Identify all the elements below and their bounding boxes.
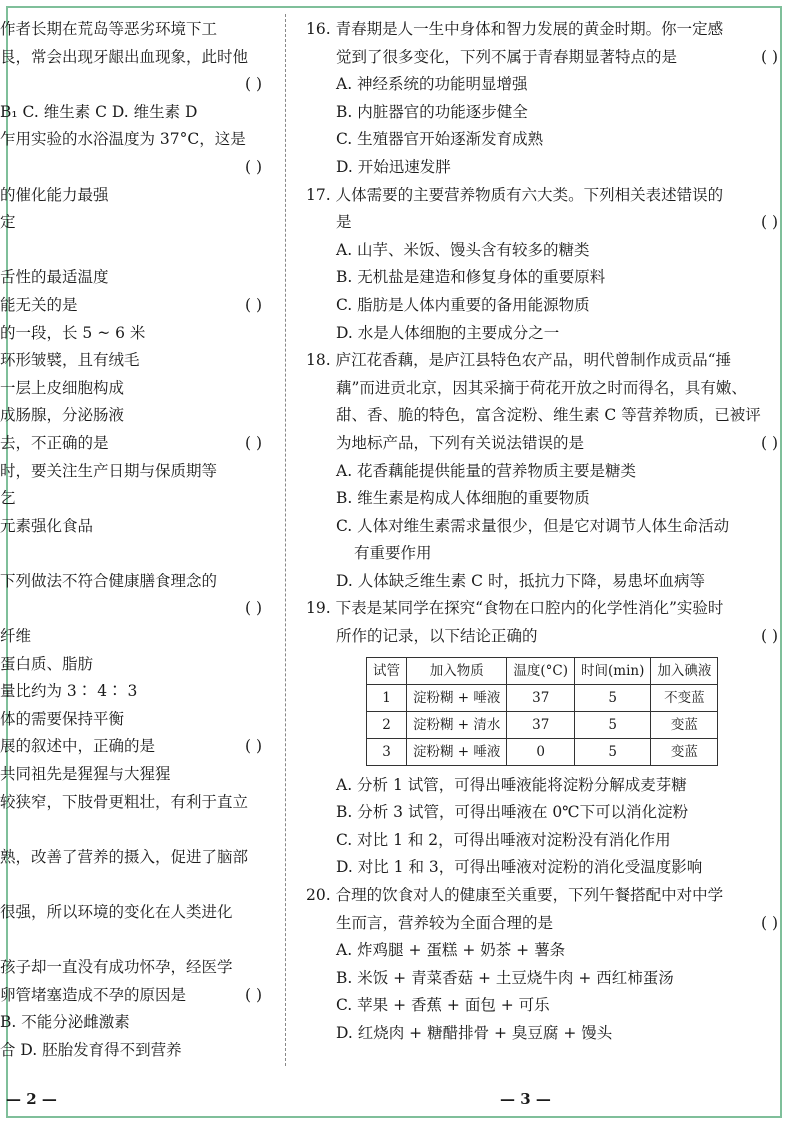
table-header-cell: 试管 [367, 657, 407, 684]
left-line [0, 540, 268, 568]
left-line-text: 环形皱襞，且有绒毛 [0, 351, 140, 370]
left-line [0, 927, 268, 955]
table-row [367, 711, 718, 738]
answer-paren[interactable]: ( ) [760, 213, 778, 232]
q17-option-b: B. 无机盐是建造和修复身体的重要原料 [336, 268, 606, 287]
answer-paren[interactable]: ( ) [760, 627, 778, 646]
q18-option-a: A. 花香藕能提供能量的营养物质主要是糖类 [336, 461, 637, 480]
q16-line-1: 16. 青春期是人一生中身体和智力发展的黄金时期。你一定感 [306, 20, 724, 38]
q19-line-2: 所作的记录，以下结论正确的 ( ) [306, 623, 784, 651]
left-line-text: 的一段，长 5 ~ 6 米 [0, 323, 146, 342]
left-line [0, 706, 268, 734]
q18-option-c: C. 人体对维生素需求量很少，但是它对调节人体生命活动 [336, 516, 730, 535]
left-line [0, 320, 268, 348]
left-line-text: B. 不能分泌雌激素 [0, 1013, 130, 1032]
left-line-text: 元素强化食品 [0, 516, 94, 535]
left-line-text: 下列做法不符合健康膳食理念的 [0, 571, 218, 590]
q18-line-1: 18. 庐江花香藕，是庐江县特色农产品，明代曾制作成贡品“捶 [306, 351, 732, 370]
left-line-text: 卵管堵塞造成不孕的原因是 [0, 985, 187, 1004]
left-line [0, 982, 268, 1010]
q19-option-d: D. 对比 1 和 3，可得出唾液对淀粉的消化受温度影响 [336, 858, 703, 877]
table-cell: 变蓝 [651, 738, 718, 765]
q20-option-a: A. 炸鸡腿 + 蛋糕 + 奶茶 + 薯条 [336, 941, 566, 960]
left-column [0, 16, 268, 1065]
left-line [0, 209, 268, 237]
left-line-text: 共同祖先是猩猩与大猩猩 [0, 765, 171, 784]
left-line-text: 定 [0, 213, 16, 232]
q20-option-c: C. 苹果 + 香蕉 + 面包 + 可乐 [336, 996, 550, 1015]
left-line [0, 623, 268, 651]
answer-paren[interactable]: ( ) [244, 985, 262, 1004]
table-cell: 淀粉糊 + 唾液 [407, 738, 507, 765]
q18-option-b: B. 维生素是构成人体细胞的重要物质 [336, 489, 590, 508]
q16-option-c: C. 生殖器官开始逐渐发育成熟 [336, 130, 544, 149]
q19-option-a: A. 分析 1 试管，可得出唾液能将淀粉分解成麦芽糖 [336, 775, 687, 794]
right-column [306, 16, 784, 1048]
table-cell: 2 [367, 711, 407, 738]
table-cell: 淀粉糊 + 唾液 [407, 684, 507, 711]
q18-option-c-cont: 有重要作用 [354, 544, 432, 563]
left-line-text: 艮，常会出现牙龈出血现象，此时他 [0, 47, 249, 66]
table-cell: 变蓝 [651, 711, 718, 738]
table-header-cell: 加入物质 [407, 657, 507, 684]
q16-option-d: D. 开始迅速发胖 [336, 157, 451, 176]
left-line [0, 182, 268, 210]
q19-line-1: 19. 下表是某同学在探究“食物在口腔内的化学性消化”实验时 [306, 599, 724, 618]
answer-paren[interactable]: ( ) [760, 433, 778, 452]
left-line-text: 很强，所以环境的变化在人类进化 [0, 903, 233, 921]
q16-line-2: 觉到了很多变化，下列不属于青春期显著特点的是 ( ) [306, 44, 784, 72]
left-line [0, 678, 268, 706]
left-line-text: 乍用实验的水浴温度为 37°C，这是 [0, 130, 246, 149]
q18-line-3: 甜、香、脆的特色，富含淀粉、维生素 C 等营养物质，已被评 [336, 406, 761, 425]
left-line [0, 44, 268, 72]
experiment-table [366, 657, 718, 766]
page-number-left: — 2 — [6, 1090, 57, 1108]
left-line [0, 264, 268, 292]
table-cell: 37 [507, 684, 575, 711]
left-line [0, 954, 268, 982]
left-line [0, 485, 268, 513]
left-line-text: 一层上皮细胞构成 [0, 378, 125, 397]
left-line [0, 871, 268, 899]
q18-option-d: D. 人体缺乏维生素 C 时，抵抗力下降，易患坏血病等 [336, 571, 705, 590]
left-line [0, 16, 268, 44]
table-cell: 5 [575, 711, 651, 738]
left-line-text: 纤维 [0, 627, 32, 646]
left-line [0, 126, 268, 154]
left-line-text: 成肠腺，分泌肠液 [0, 406, 125, 425]
left-line [0, 568, 268, 596]
table-cell: 37 [507, 711, 575, 738]
left-line-text: 蛋白质、脂肪 [0, 654, 94, 673]
left-line-text: 舌性的最适温度 [0, 268, 109, 287]
answer-paren[interactable]: ( ) [244, 433, 262, 452]
left-line-text: 去，不正确的是 [0, 433, 109, 452]
left-line-text: 熟，改善了营养的摄入，促进了脑部 [0, 847, 249, 866]
q19-option-b: B. 分析 3 试管，可得出唾液在 0℃下可以消化淀粉 [336, 803, 689, 822]
table-header-row [367, 657, 718, 684]
left-line [0, 375, 268, 403]
left-line [0, 595, 268, 623]
left-line-text: 能无关的是 [0, 295, 78, 314]
table-header-cell: 加入碘液 [651, 657, 718, 684]
left-line-text: 体的需要保持平衡 [0, 709, 125, 728]
left-line-text: 孩子却一直没有成功怀孕，经医学 [0, 958, 233, 977]
table-cell: 5 [575, 684, 651, 711]
left-line [0, 651, 268, 679]
table-cell: 淀粉糊 + 清水 [407, 711, 507, 738]
left-line [0, 1009, 268, 1037]
answer-paren[interactable]: ( ) [760, 47, 778, 66]
table-row [367, 738, 718, 765]
answer-paren[interactable]: ( ) [244, 295, 262, 314]
left-line [0, 402, 268, 430]
q20-line-1: 20. 合理的饮食对人的健康至关重要，下列午餐搭配中对中学 [306, 886, 724, 905]
column-divider [285, 14, 286, 1066]
table-cell: 3 [367, 738, 407, 765]
left-line-text: B₁ C. 维生素 C D. 维生素 D [0, 102, 198, 121]
table-cell: 5 [575, 738, 651, 765]
table-header-cell: 温度(°C) [507, 657, 575, 684]
q20-option-b: B. 米饭 + 青菜香菇 + 土豆烧牛肉 + 西红柿蛋汤 [336, 968, 674, 987]
left-line [0, 816, 268, 844]
q18-line-4: 为地标产品，下列有关说法错误的是 ( ) [306, 430, 784, 458]
page-number-right: — 3 — [500, 1090, 551, 1108]
q20-option-d: D. 红烧肉 + 糖醋排骨 + 臭豆腐 + 馒头 [336, 1024, 613, 1042]
left-line [0, 99, 268, 127]
left-line [0, 347, 268, 375]
left-line [0, 761, 268, 789]
left-line-text: 乞 [0, 489, 16, 508]
answer-paren[interactable]: ( ) [760, 913, 778, 932]
left-line [0, 789, 268, 817]
q17-option-a: A. 山芋、米饭、馒头含有较多的糖类 [336, 240, 590, 259]
left-line [0, 154, 268, 182]
left-line-text: 作者长期在荒岛等恶劣环境下工 [0, 20, 218, 38]
left-line [0, 733, 268, 761]
q16-option-b: B. 内脏器官的功能逐步健全 [336, 102, 528, 121]
left-line-text: 展的叙述中，正确的是 [0, 737, 156, 756]
q16-option-a: A. 神经系统的功能明显增强 [336, 75, 528, 94]
left-line [0, 71, 268, 99]
left-line [0, 899, 268, 927]
left-line [0, 237, 268, 265]
left-line [0, 1037, 268, 1065]
q20-line-2: 生而言，营养较为全面合理的是 ( ) [306, 910, 784, 938]
q19-option-c: C. 对比 1 和 2，可得出唾液对淀粉没有消化作用 [336, 830, 671, 849]
left-line-text: 的催化能力最强 [0, 185, 109, 204]
table-cell: 0 [507, 738, 575, 765]
table-cell: 1 [367, 684, 407, 711]
left-line-text: 量比约为 3∶ 4∶ 3 [0, 682, 138, 701]
left-line [0, 513, 268, 541]
answer-paren[interactable]: ( ) [244, 599, 262, 618]
q17-line-2: 是 ( ) [306, 209, 784, 237]
left-line [0, 458, 268, 486]
q17-option-c: C. 脂肪是人体内重要的备用能源物质 [336, 295, 590, 314]
left-line [0, 844, 268, 872]
q17-option-d: D. 水是人体细胞的主要成分之一 [336, 323, 560, 342]
left-line-text: 合 D. 胚胎发育得不到营养 [0, 1040, 182, 1059]
left-line-text: 较狭窄，下肢骨更粗壮，有利于直立 [0, 792, 249, 811]
table-row [367, 684, 718, 711]
q17-line-1: 17. 人体需要的主要营养物质有六大类。下列相关表述错误的 [306, 185, 724, 204]
answer-paren[interactable]: ( ) [244, 737, 262, 756]
answer-paren[interactable]: ( ) [244, 157, 262, 176]
left-line-text: 时，要关注生产日期与保质期等 [0, 461, 218, 480]
answer-paren[interactable]: ( ) [244, 75, 262, 94]
q18-line-2: 藕”而进贡北京，因其采摘于荷花开放之时而得名，具有嫩、 [336, 378, 747, 397]
table-cell: 不变蓝 [651, 684, 718, 711]
left-line [0, 292, 268, 320]
left-line [0, 430, 268, 458]
table-header-cell: 时间(min) [575, 657, 651, 684]
